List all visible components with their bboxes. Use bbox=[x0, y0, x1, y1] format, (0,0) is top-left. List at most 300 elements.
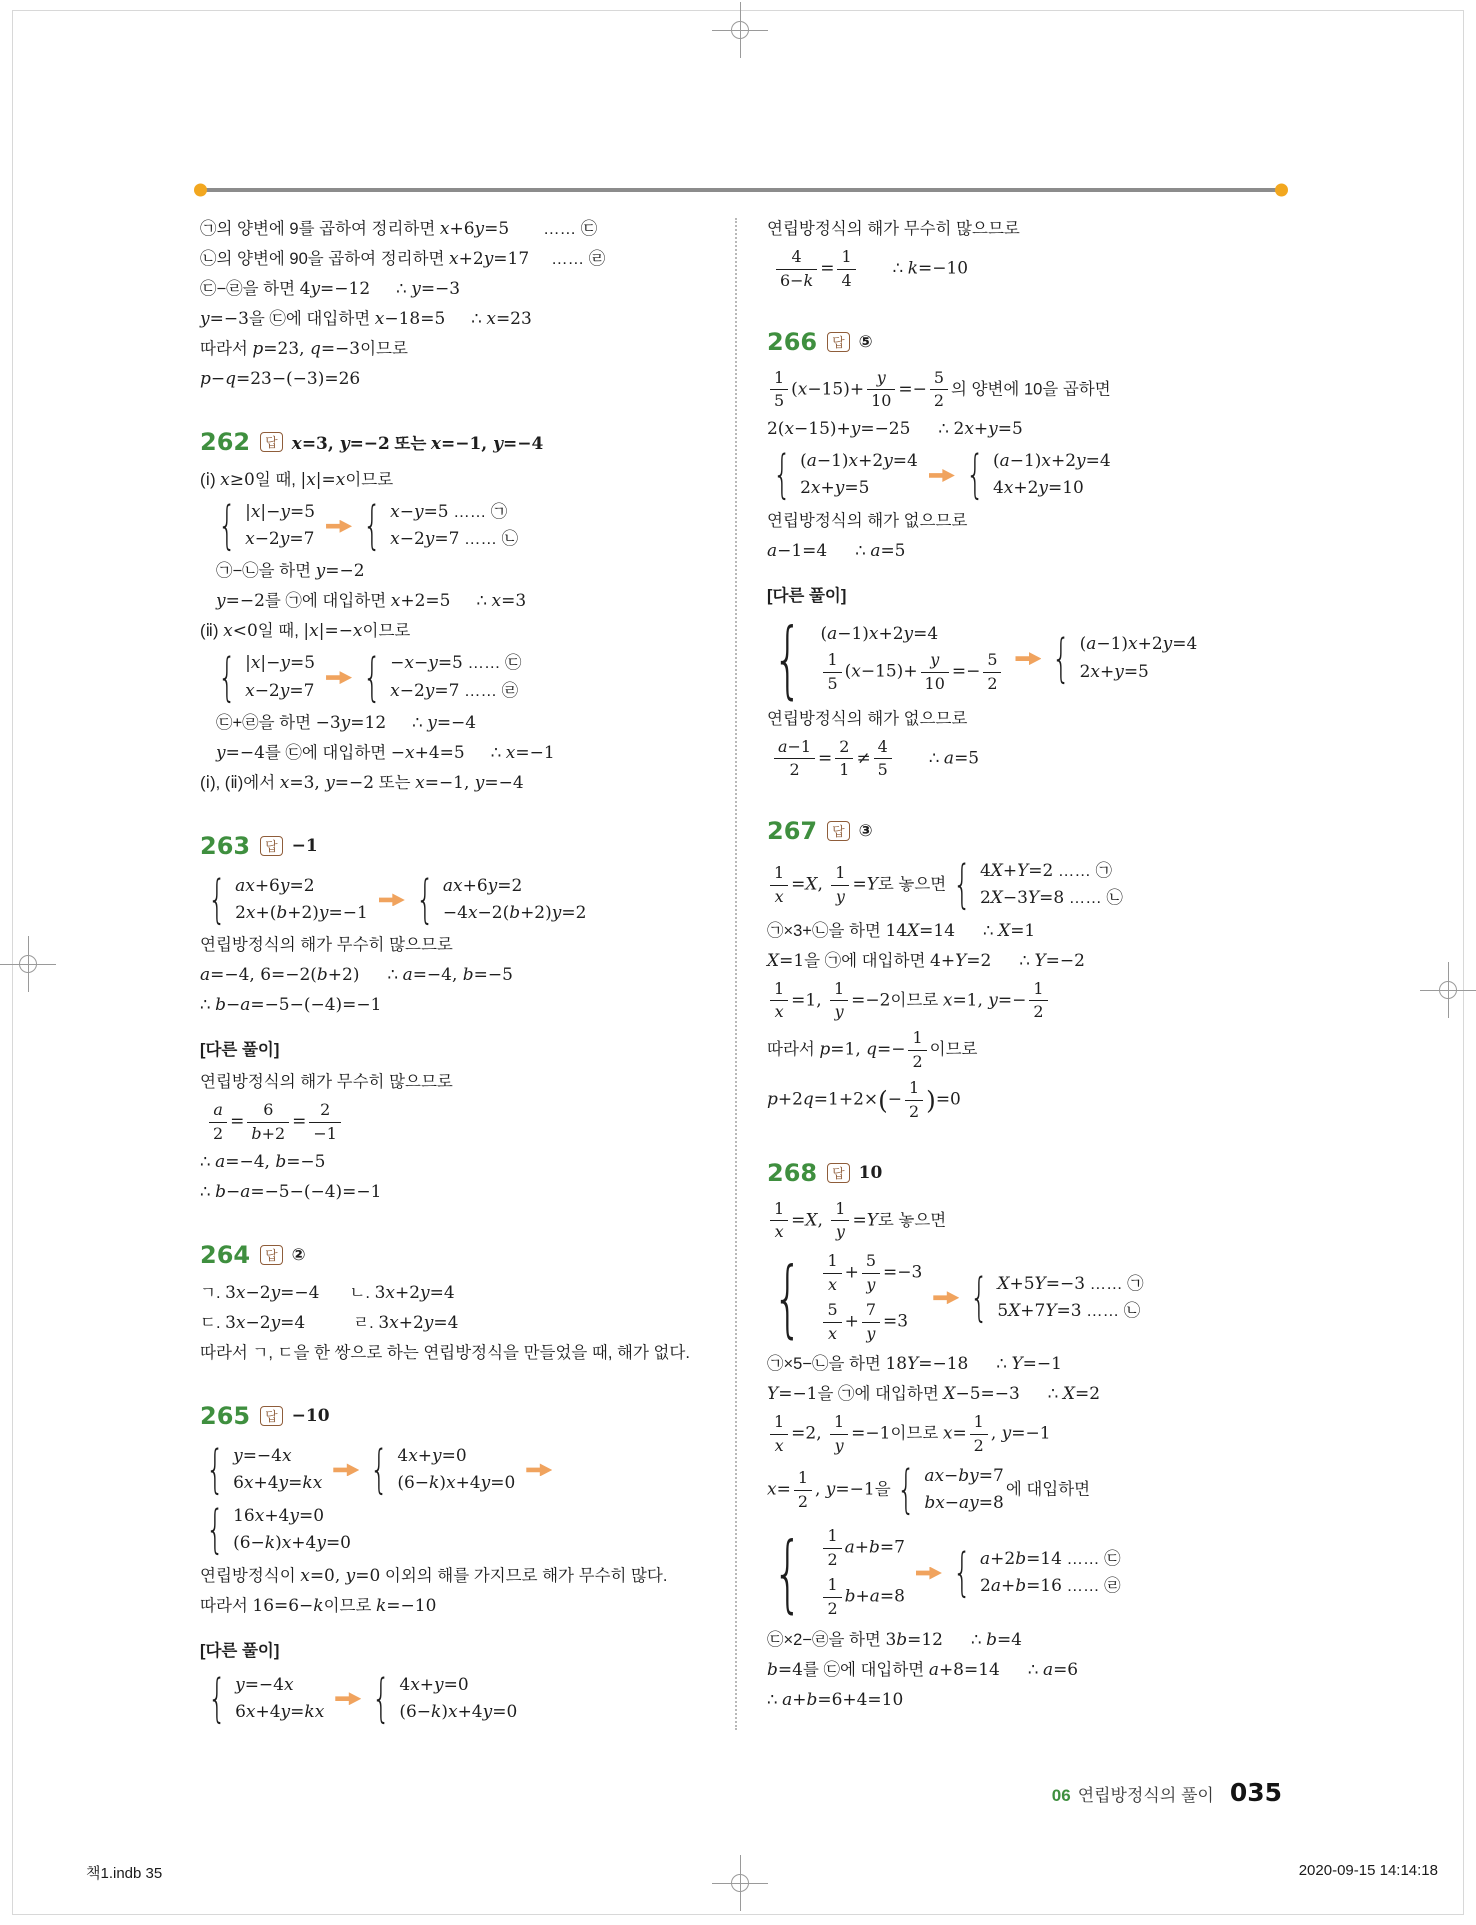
registration-circle bbox=[731, 1874, 749, 1892]
math-text: 7 bbox=[865, 1299, 876, 1319]
math-text: 5 bbox=[827, 673, 838, 693]
text: ㉡의 양변에 90을 곱하여 정리하면 bbox=[200, 250, 450, 268]
text: ∴ bbox=[471, 310, 487, 328]
content-line bbox=[767, 415, 1272, 444]
system-body bbox=[980, 858, 1123, 912]
text: ∴ bbox=[767, 1690, 783, 1709]
math-text: 2 bbox=[797, 1491, 808, 1511]
math-text: 16x+4y=0 bbox=[233, 1506, 325, 1527]
math-text: 2 bbox=[320, 1100, 331, 1120]
registration-mark-right bbox=[1420, 962, 1476, 1018]
text: 연립방정식의 해가 무수히 많으므로 bbox=[200, 1073, 453, 1092]
equation-row bbox=[1080, 659, 1198, 686]
equation-row bbox=[245, 650, 315, 677]
math-text: 1 bbox=[835, 1198, 846, 1218]
math-text: 1 bbox=[774, 978, 785, 998]
math-text: , y=−1 bbox=[990, 1424, 1051, 1445]
math-text: |x|−y=5 bbox=[245, 502, 316, 522]
numerator bbox=[983, 651, 1001, 673]
text: 일 때, bbox=[254, 471, 301, 489]
fraction bbox=[1029, 980, 1047, 1023]
math-text: y=−2 bbox=[315, 561, 365, 582]
system-body bbox=[235, 873, 368, 927]
math-text: =X, bbox=[791, 874, 829, 895]
system-body bbox=[997, 1271, 1143, 1325]
math-text: −3y=12 bbox=[315, 712, 387, 733]
fraction bbox=[823, 1301, 841, 1344]
content-line bbox=[200, 1669, 705, 1729]
numerator bbox=[970, 1413, 988, 1435]
system-body bbox=[245, 499, 315, 553]
math-text: −10 bbox=[291, 1405, 330, 1426]
content-line bbox=[767, 1197, 1272, 1246]
answer-badge: 답 bbox=[260, 1406, 283, 1426]
text: ㄴ. bbox=[349, 1283, 375, 1302]
text: 연립방정식의 해가 없으므로 bbox=[767, 709, 968, 728]
denominator bbox=[770, 1221, 788, 1242]
math-text: =− bbox=[898, 379, 927, 400]
math-text: 16=6−k bbox=[252, 1595, 324, 1616]
math-text: 2 bbox=[909, 1101, 920, 1121]
text: ∴ bbox=[200, 1182, 216, 1201]
registration-circle bbox=[731, 21, 749, 39]
text: (ⅰ), (ⅱ)에서 bbox=[200, 773, 280, 792]
text: ∴ bbox=[387, 966, 403, 985]
content-line bbox=[767, 366, 1272, 415]
content-line bbox=[767, 855, 1272, 915]
fraction bbox=[770, 980, 788, 1023]
equation-row bbox=[245, 499, 315, 526]
numerator bbox=[831, 1200, 849, 1222]
denominator bbox=[309, 1123, 341, 1144]
column-divider bbox=[735, 218, 737, 1730]
text: ∴ bbox=[200, 996, 216, 1015]
math-text: 2(x−15)+y=−25 bbox=[767, 419, 911, 440]
text: 연립방정식의 해가 없으므로 bbox=[767, 511, 968, 530]
text: 이외의 해를 가지므로 해가 무수히 많다. bbox=[380, 1566, 668, 1585]
brace-icon: { bbox=[415, 869, 434, 930]
equation-system bbox=[952, 1543, 1121, 1603]
text: …… ㉣ bbox=[459, 681, 519, 700]
fraction bbox=[908, 1029, 926, 1072]
math-text: Y=−1 bbox=[1011, 1354, 1062, 1375]
math-text: y=−2 bbox=[216, 591, 265, 612]
brace-icon: { bbox=[363, 496, 382, 557]
brace-icon: { bbox=[218, 496, 237, 557]
content-line bbox=[767, 445, 1272, 505]
equation-system bbox=[218, 647, 316, 708]
math-text: a+b=7 bbox=[844, 1538, 905, 1559]
numerator bbox=[823, 1527, 841, 1549]
text: 이므로 bbox=[323, 1596, 376, 1615]
equation-system bbox=[897, 1460, 1004, 1521]
math-text: a−1 bbox=[778, 736, 812, 756]
text: 일 때, bbox=[257, 622, 304, 641]
answer-badge: 답 bbox=[260, 836, 283, 856]
numerator bbox=[774, 738, 815, 760]
denominator bbox=[831, 886, 849, 907]
alt-solution-label: [다른 풀이] bbox=[767, 586, 847, 605]
equation-system bbox=[965, 445, 1111, 506]
content-line bbox=[767, 1246, 1272, 1349]
math-text: 1 bbox=[839, 760, 850, 780]
problem-number: 268 bbox=[767, 1158, 818, 1187]
content-line bbox=[200, 466, 705, 495]
equation-row bbox=[980, 885, 1123, 912]
text: 연립방정식의 해가 무수히 많으므로 bbox=[767, 220, 1020, 238]
math-text: 14X=14 bbox=[885, 920, 955, 941]
problem-heading bbox=[767, 817, 1272, 845]
rule-end-dot-left bbox=[194, 184, 207, 197]
math-text: y bbox=[835, 886, 845, 906]
equation-row bbox=[924, 1463, 1004, 1490]
fraction bbox=[837, 248, 855, 291]
math-text: ≠ bbox=[856, 748, 871, 769]
brace-icon: { bbox=[952, 1543, 972, 1603]
math-text: p=1, q=− bbox=[819, 1039, 906, 1060]
math-text: x bbox=[774, 1002, 784, 1022]
equation-row bbox=[390, 678, 521, 705]
math-text: + bbox=[844, 1262, 859, 1283]
text: ∴ bbox=[970, 1630, 987, 1649]
math-text: 1 bbox=[834, 1412, 845, 1432]
fraction bbox=[867, 369, 895, 412]
content-line bbox=[200, 496, 705, 556]
math-text: X−5=−3 bbox=[943, 1384, 1020, 1405]
registration-mark-top bbox=[712, 2, 768, 58]
system-body bbox=[800, 448, 918, 502]
text: 또는 bbox=[374, 773, 416, 792]
math-text: 6x+4y=kx bbox=[233, 1472, 323, 1493]
math-text: 2x+y=5 bbox=[953, 419, 1023, 440]
problem-number: 265 bbox=[200, 1401, 251, 1430]
brace-icon: { bbox=[208, 869, 227, 930]
content-line bbox=[200, 709, 705, 738]
equation-row bbox=[397, 1443, 515, 1470]
denominator bbox=[921, 673, 949, 694]
denominator bbox=[776, 270, 817, 291]
math-text: x= bbox=[767, 1479, 791, 1500]
system-body bbox=[397, 1443, 515, 1497]
denominator bbox=[823, 673, 841, 694]
fraction bbox=[209, 1101, 227, 1144]
system-body bbox=[980, 1546, 1121, 1600]
numerator bbox=[905, 1079, 923, 1101]
answer-text bbox=[292, 1246, 306, 1264]
brace-icon: { bbox=[773, 445, 792, 506]
fraction bbox=[770, 1200, 788, 1243]
numerator bbox=[794, 1469, 812, 1491]
fraction bbox=[874, 738, 892, 781]
math-text: 4 bbox=[877, 736, 888, 756]
math-text: a=6 bbox=[1042, 1659, 1079, 1680]
content-line bbox=[767, 245, 1272, 294]
content-line bbox=[200, 769, 705, 798]
math-text: |x|=−x bbox=[303, 621, 363, 642]
text: ∴ bbox=[490, 743, 506, 762]
system-body bbox=[233, 1503, 351, 1557]
math-text: (6−k)x+4y=0 bbox=[399, 1701, 518, 1722]
text: ㄷ. bbox=[200, 1313, 226, 1332]
equation-row bbox=[820, 1249, 922, 1298]
math-text: x+6y=5 bbox=[439, 219, 510, 239]
math-text: 4y=−12 bbox=[299, 279, 371, 299]
content-line bbox=[767, 1460, 1272, 1520]
content-line bbox=[200, 991, 705, 1020]
content-line bbox=[200, 1562, 705, 1591]
problem-heading bbox=[200, 1402, 705, 1430]
content-line bbox=[200, 1309, 705, 1338]
text: ∴ bbox=[892, 259, 908, 278]
math-text: =2, bbox=[791, 1424, 827, 1445]
fraction bbox=[831, 1200, 849, 1243]
denominator bbox=[830, 1435, 848, 1456]
text: …… ㉠ bbox=[1085, 1274, 1144, 1293]
equation-row bbox=[1080, 631, 1198, 658]
system-body bbox=[390, 499, 518, 553]
math-text: b−a=−5−(−4)=−1 bbox=[215, 995, 382, 1016]
math-text: =0 bbox=[935, 1089, 961, 1110]
math-text: b=4 bbox=[767, 1659, 803, 1680]
content-line bbox=[767, 1521, 1272, 1624]
math-text: x=1, y=− bbox=[942, 990, 1027, 1011]
math-text: 2X−3Y=8 bbox=[979, 888, 1065, 909]
math-text: y=−4x bbox=[235, 1674, 294, 1695]
math-text: ax+6y=2 bbox=[442, 875, 523, 896]
equation-row bbox=[233, 1470, 322, 1497]
math-text: 3x+2y=4 bbox=[374, 1282, 455, 1303]
math-text: 5 bbox=[865, 1251, 876, 1271]
answer-text bbox=[292, 1407, 330, 1425]
math-text: y bbox=[930, 649, 940, 669]
arrow-icon bbox=[933, 1291, 959, 1304]
math-text: X=1 bbox=[767, 950, 805, 971]
equation-system bbox=[773, 1249, 922, 1346]
math-text: X=1 bbox=[998, 920, 1036, 941]
math-text: y=−4 bbox=[427, 712, 477, 733]
content-line bbox=[200, 1068, 705, 1097]
equation-row bbox=[820, 1298, 922, 1347]
numerator bbox=[921, 651, 949, 673]
denominator bbox=[823, 1598, 841, 1619]
answer-text bbox=[859, 822, 873, 840]
math-text: x<0 bbox=[223, 621, 258, 642]
text: ∴ bbox=[200, 1152, 216, 1171]
numerator bbox=[770, 1200, 788, 1222]
brace-icon: { bbox=[206, 1500, 225, 1561]
text: ∴ bbox=[396, 280, 412, 298]
equation-row bbox=[443, 873, 587, 900]
math-text: 4 bbox=[841, 270, 852, 290]
equation-system bbox=[773, 1524, 905, 1621]
math-text: x−2y=7 bbox=[245, 680, 315, 701]
math-text: =3 bbox=[883, 1311, 909, 1332]
chapter-number: 06 bbox=[1051, 1786, 1071, 1805]
math-text: x+2y=17 bbox=[449, 249, 530, 269]
brace-icon: { bbox=[965, 445, 985, 506]
math-text: x=−1 bbox=[505, 742, 555, 763]
equation-system bbox=[970, 1267, 1144, 1328]
math-text: k=−10 bbox=[907, 258, 969, 279]
math-text: −1 bbox=[313, 1123, 337, 1143]
text: (ⅱ) bbox=[200, 622, 224, 641]
math-text: =−3 bbox=[883, 1262, 923, 1283]
fraction bbox=[823, 1527, 841, 1570]
content-line bbox=[200, 1178, 705, 1207]
content-line bbox=[200, 1592, 705, 1621]
text: ㉢×2−㉣을 하면 bbox=[767, 1630, 886, 1649]
registration-circle bbox=[1439, 981, 1457, 999]
fraction bbox=[823, 1576, 841, 1619]
math-text: 2x+(b+2)y=−1 bbox=[235, 902, 368, 923]
equation-row bbox=[399, 1699, 517, 1726]
numerator bbox=[770, 1413, 788, 1435]
text: 따라서 bbox=[767, 1040, 820, 1059]
text: ∴ bbox=[476, 592, 492, 611]
answer-text bbox=[859, 1164, 883, 1182]
equation-row bbox=[443, 900, 587, 927]
columns-wrap bbox=[200, 214, 1282, 1730]
brace-icon: { bbox=[218, 647, 237, 708]
text: 따라서 bbox=[200, 340, 253, 358]
numerator bbox=[209, 1101, 227, 1123]
math-text: 2 bbox=[1033, 1002, 1044, 1022]
math-text: x=−1, y=−4 bbox=[415, 772, 524, 793]
numerator bbox=[908, 1029, 926, 1051]
equation-row bbox=[245, 678, 315, 705]
math-text: (x−15)+ bbox=[791, 379, 865, 400]
math-text: 2 bbox=[827, 1598, 838, 1618]
math-text: 5 bbox=[774, 391, 785, 411]
arrow-icon bbox=[1015, 652, 1041, 665]
content-line bbox=[200, 557, 705, 586]
denominator bbox=[970, 1435, 988, 1456]
denominator bbox=[862, 1274, 880, 1295]
math-text: y=−3 bbox=[200, 309, 249, 329]
math-text: 2 bbox=[912, 1052, 923, 1072]
math-text: 1 bbox=[827, 649, 838, 669]
system-body bbox=[820, 1524, 904, 1621]
math-text: + bbox=[844, 1311, 859, 1332]
denominator bbox=[823, 1323, 841, 1344]
math-text: x−2y=7 bbox=[245, 529, 315, 550]
alt-solution-label: [다른 풀이] bbox=[200, 1041, 280, 1060]
equation-row bbox=[397, 1470, 515, 1497]
numerator bbox=[823, 1576, 841, 1598]
math-text: 3x−2y=−4 bbox=[225, 1282, 320, 1303]
denominator bbox=[983, 673, 1001, 694]
answer-badge: 답 bbox=[827, 332, 850, 352]
text: 를 ㉠에 대입하면 bbox=[264, 592, 391, 611]
math-text: p−q=23−(−3)=26 bbox=[200, 369, 361, 389]
text: 를 ㉢에 대입하면 bbox=[802, 1660, 929, 1679]
text: …… ㉡ bbox=[459, 530, 519, 549]
numerator bbox=[770, 980, 788, 1002]
equation-system bbox=[415, 869, 587, 930]
content-line bbox=[767, 537, 1272, 566]
fraction bbox=[983, 651, 1001, 694]
denominator bbox=[247, 1123, 289, 1144]
text: 따라서 bbox=[200, 1596, 253, 1615]
numerator bbox=[776, 248, 817, 270]
math-text: ax+6y=2 bbox=[235, 875, 315, 896]
equation-system bbox=[218, 496, 316, 557]
math-text: x bbox=[828, 1274, 838, 1294]
math-text: a=5 bbox=[943, 748, 980, 769]
math-text: =−1 bbox=[851, 1424, 891, 1445]
equation-system bbox=[372, 1668, 518, 1729]
arrow-icon bbox=[326, 520, 352, 533]
denominator bbox=[867, 390, 895, 411]
math-text: 2 bbox=[973, 1436, 984, 1456]
chapter-title: 연립방정식의 풀이 bbox=[1077, 1786, 1214, 1805]
math-text: 1 bbox=[827, 1575, 838, 1594]
page-content bbox=[200, 214, 1282, 1730]
arrow-icon bbox=[929, 469, 955, 482]
math-text: y bbox=[834, 1002, 844, 1022]
math-text: 6 bbox=[263, 1100, 274, 1120]
page-footer bbox=[1052, 1778, 1282, 1807]
math-text: 2a+b=16 bbox=[980, 1576, 1062, 1596]
math-text: , y=−1 bbox=[814, 1479, 875, 1500]
fraction bbox=[776, 248, 817, 291]
content-line bbox=[767, 609, 1272, 708]
answer-text bbox=[292, 837, 318, 855]
arrow-icon bbox=[916, 1567, 942, 1580]
math-text: −4x−2(b+2)y=2 bbox=[442, 902, 587, 923]
fraction bbox=[862, 1252, 880, 1295]
text: ∴ bbox=[996, 1355, 1012, 1374]
math-text: (6−k)x+4y=0 bbox=[233, 1533, 351, 1554]
content-line bbox=[767, 1350, 1272, 1379]
math-text: 5 bbox=[987, 649, 998, 669]
content-line bbox=[200, 870, 705, 930]
content-line bbox=[200, 961, 705, 990]
numerator bbox=[823, 1252, 841, 1274]
text: ② bbox=[291, 1245, 306, 1264]
denominator bbox=[770, 886, 788, 907]
text: 을 bbox=[874, 1480, 896, 1499]
content-line bbox=[767, 1380, 1272, 1409]
math-text: 18Y=−18 bbox=[885, 1354, 969, 1375]
registration-mark-bottom bbox=[712, 1855, 768, 1911]
arrow-icon bbox=[335, 1692, 361, 1705]
math-text: 3x+2y=4 bbox=[378, 1312, 459, 1333]
math-text: (x−15)+ bbox=[844, 661, 918, 682]
numerator bbox=[862, 1252, 880, 1274]
fraction bbox=[309, 1101, 341, 1144]
equation-row bbox=[820, 1573, 904, 1622]
content-line bbox=[200, 1440, 705, 1561]
system-body bbox=[233, 1443, 322, 1497]
denominator bbox=[770, 390, 788, 411]
math-text: 6x+4y=kx bbox=[235, 1701, 325, 1722]
denominator bbox=[770, 1435, 788, 1456]
math-text: y bbox=[866, 1274, 876, 1294]
denominator bbox=[823, 1549, 841, 1570]
math-text: p+2q=1+2× bbox=[767, 1089, 879, 1110]
equation-row bbox=[924, 1490, 1004, 1517]
denominator bbox=[823, 1274, 841, 1295]
math-text: 4x+2y=10 bbox=[992, 478, 1084, 499]
math-text: 1 bbox=[909, 1077, 920, 1097]
content-line bbox=[200, 215, 705, 244]
math-text: 2 bbox=[789, 760, 800, 780]
answer-badge: 답 bbox=[827, 821, 850, 841]
math-text: y bbox=[876, 367, 886, 387]
math-text: x=−1, y=−4 bbox=[430, 434, 544, 454]
text: 이므로 bbox=[345, 471, 394, 489]
